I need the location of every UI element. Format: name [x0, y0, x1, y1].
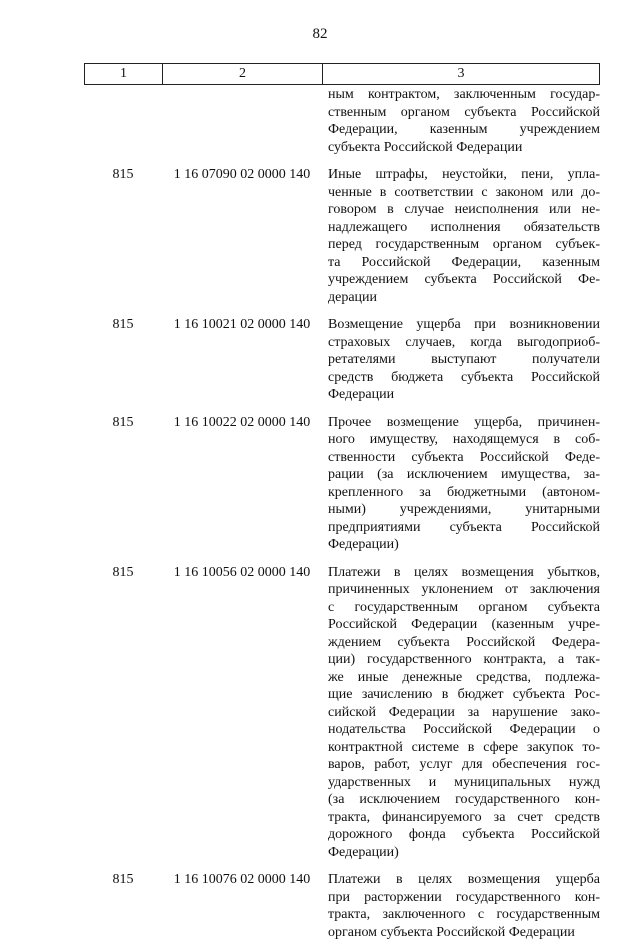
- name-line: Прочее возмещение ущерба, причинен-: [328, 414, 600, 430]
- name-line: субъекта Российской Федерации: [328, 139, 523, 155]
- name-line: Иные штрафы, неустойки, пени, упла-: [328, 167, 600, 182]
- name-line: с государственным органом субъекта: [328, 599, 600, 615]
- table-body: [84, 86, 600, 951]
- revenue-code-cell: 1 16 10022 02 0000 140: [173, 414, 311, 430]
- name-line: ственным органом субъекта Российской: [328, 104, 600, 120]
- name-line: предприятиями субъекта Российской: [328, 519, 600, 535]
- admin-code-cell: 815: [112, 564, 134, 580]
- name-line: страховых случаев, когда выгодоприоб-: [328, 334, 600, 350]
- revenue-name-cell: [322, 316, 600, 404]
- name-line: рации (за исключением имущества, за-: [328, 467, 600, 482]
- header-col-2: 2: [163, 64, 323, 84]
- admin-code-cell: 815: [112, 167, 134, 182]
- name-line: тракта, финансируемого за счет средств: [328, 809, 600, 825]
- table-header: [84, 63, 600, 85]
- name-line: при расторжении государственного кон-: [328, 889, 600, 905]
- revenue-name-cell: [322, 871, 600, 941]
- name-line: Платежи в целях возмещения ущерба: [328, 872, 600, 887]
- name-line: же иные денежные средства, подлежа-: [328, 669, 600, 685]
- revenue-code-cell: 1 16 10056 02 0000 140: [173, 564, 311, 580]
- name-line: ственности субъекта Российской Феде-: [328, 449, 600, 465]
- name-line: ными) учреждениями, унитарными: [328, 502, 600, 517]
- revenue-code-cell: 1 16 10076 02 0000 140: [173, 872, 311, 887]
- name-line: перед государственным органом субъек-: [328, 237, 600, 252]
- table-row: [84, 86, 600, 156]
- table-row: [84, 871, 600, 941]
- name-line: органом субъекта Российской Федерации: [328, 924, 575, 940]
- header-col-3: 3: [457, 66, 465, 81]
- table-row: [84, 166, 600, 306]
- name-line: Федерации): [328, 844, 399, 860]
- name-line: Российской Федерации (казенным учре-: [328, 617, 600, 632]
- name-line: ретателями выступают получатели: [328, 352, 600, 367]
- name-line: щие зачислению в бюджет субъекта Рос-: [328, 687, 600, 702]
- revenue-name-cell: [322, 414, 600, 554]
- table-row: [84, 414, 600, 554]
- name-line: Возмещение ущерба при возникновении: [328, 317, 600, 332]
- name-line: Платежи в целях возмещения убытков,: [328, 564, 600, 580]
- revenue-code-cell: 1 16 10021 02 0000 140: [173, 317, 311, 332]
- revenue-name-cell: [322, 86, 600, 156]
- admin-code-cell: 815: [112, 414, 134, 430]
- revenue-name-cell: [322, 166, 600, 306]
- name-line: крепленного за бюджетными (автоном-: [328, 484, 600, 500]
- name-line: дерации: [328, 289, 378, 305]
- name-line: ударственных и муниципальных нужд: [328, 774, 600, 790]
- name-line: ции) государственного контракта, а так-: [328, 652, 600, 667]
- table-row: [84, 316, 600, 404]
- name-line: контрактной системе в сфере закупок то-: [328, 739, 600, 755]
- name-line: дорожного фонда субъекта Российской: [328, 827, 600, 842]
- name-line: ждением субъекта Российской Федера-: [328, 634, 600, 650]
- name-line: нодательства Российской Федерации о: [328, 722, 600, 737]
- name-line: Федерации, казенным учреждением: [328, 122, 600, 137]
- name-line: говором в случае неисполнения или не-: [328, 202, 600, 217]
- header-col-1: 1: [85, 64, 163, 84]
- name-line: Федерации: [328, 387, 395, 402]
- admin-code-cell: 815: [112, 872, 134, 887]
- revenue-code-cell: 1 16 07090 02 0000 140: [173, 167, 311, 182]
- name-line: тракта, заключенного с государственным: [328, 907, 600, 922]
- name-line: учреждением субъекта Российской Фе-: [328, 272, 600, 287]
- name-line: варов, работ, услуг для обеспечения гос-: [328, 757, 600, 772]
- table-row: [84, 564, 600, 862]
- name-line: та Российской Федерации, казенным: [328, 254, 600, 270]
- name-line: Федерации): [328, 537, 399, 552]
- name-line: сийской Федерации за нарушение зако-: [328, 704, 600, 720]
- name-line: (за исключением государственного кон-: [328, 792, 600, 807]
- name-line: ченные в соответствии с законом или до-: [328, 184, 600, 200]
- admin-code-cell: 815: [112, 317, 134, 332]
- name-line: надлежащего исполнения обязательств: [328, 219, 600, 235]
- name-line: ного имуществу, находящемуся в соб-: [328, 432, 600, 447]
- name-line: причиненных уклонением от заключения: [328, 582, 600, 597]
- page-number: 82: [312, 26, 328, 42]
- revenue-name-cell: [322, 564, 600, 862]
- name-line: средств бюджета субъекта Российской: [328, 369, 600, 385]
- name-line: ным контрактом, заключенным государ-: [328, 87, 600, 102]
